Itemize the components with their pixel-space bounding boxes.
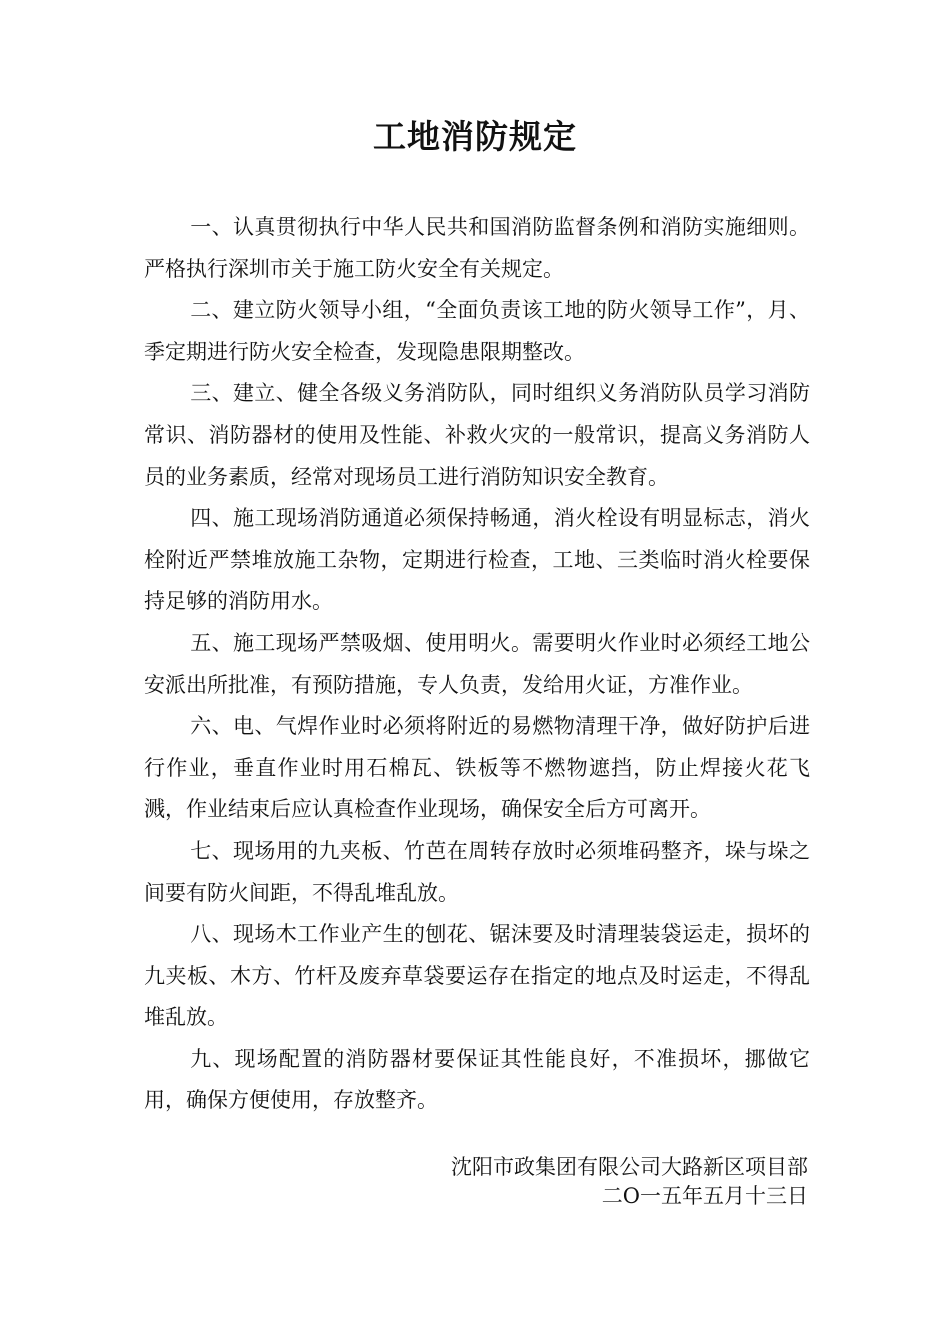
paragraph-2: 二、建立防火领导小组，“全面负责该工地的防火领导工作”，月、季定期进行防火安全检查，发现隐患限期整改。 xyxy=(144,298,810,364)
paragraph-4: 四、施工现场消防通道必须保持畅通，消火栓设有明显标志，消火栓附近严禁堆放施工杂物，定期进行检查，工地、三类临时消火栓要保持足够的消防用水。 xyxy=(144,506,810,614)
paragraph-3: 三、建立、健全各级义务消防队，同时组织义务消防队员学习消防常识、消防器材的使用及性能、补救火灾的一般常识，提高义务消防人员的业务素质，经常对现场员工进行消防知识安全教育。 xyxy=(144,381,810,489)
document-title: 工地消防规定 xyxy=(373,117,577,156)
paragraph-1: 一、认真贯彻执行中华人民共和国消防监督条例和消防实施细则。严格执行深圳市关于施工防火安全有关规定。 xyxy=(144,215,810,281)
signature-block xyxy=(308,1153,808,1211)
paragraph-9: 九、现场配置的消防器材要保证其性能良好，不准损坏，挪做它用，确保方便使用，存放整齐。 xyxy=(144,1046,810,1113)
document-body xyxy=(144,207,810,1122)
paragraph-6: 六、电、气焊作业时必须将附近的易燃物清理干净，做好防护后进行作业，垂直作业时用石棉瓦、铁板等不燃物遮挡，防止焊接火花飞溅，作业结束后应认真检查作业现场，确保安全后方可离开。 xyxy=(144,714,810,822)
signature-date: 二O一五年五月十三日 xyxy=(601,1184,808,1208)
paragraph-8: 八、现场木工作业产生的刨花、锯沫要及时清理装袋运走，损坏的九夹板、木方、竹杆及废弃草袋要运存在指定的地点及时运走，不得乱堆乱放。 xyxy=(144,922,810,1030)
paragraph-5: 五、施工现场严禁吸烟、使用明火。需要明火作业时必须经工地公安派出所批准，有预防措施，专人负责，发给用火证，方准作业。 xyxy=(144,630,810,697)
paragraph-7: 七、现场用的九夹板、竹芭在周转存放时必须堆码整齐，垛与垛之间要有防火间距，不得乱堆乱放。 xyxy=(144,838,810,905)
signature-organization: 沈阳市政集团有限公司大路新区项目部 xyxy=(451,1155,808,1179)
